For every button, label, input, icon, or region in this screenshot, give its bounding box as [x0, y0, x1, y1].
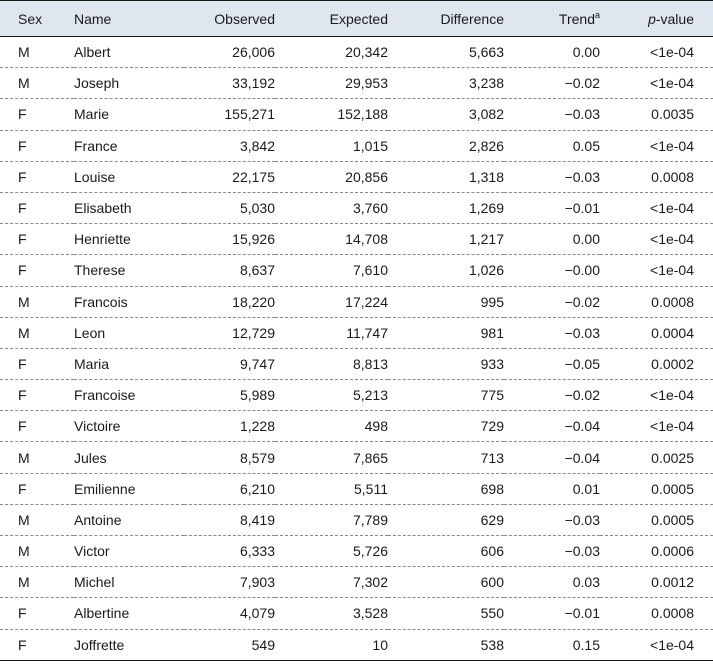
cell-trend: 0.03: [504, 567, 600, 598]
cell-sex: M: [0, 317, 74, 348]
cell-trend: 0.00: [504, 37, 600, 68]
cell-name: Antoine: [74, 504, 184, 535]
table-row: [0, 411, 713, 442]
header-row: [0, 1, 713, 37]
cell-expected: 7,610: [275, 255, 388, 286]
cell-name: Jules: [74, 442, 184, 473]
cell-name: Victor: [74, 536, 184, 567]
cell-observed: 8,419: [184, 504, 275, 535]
header-pvalue: [600, 1, 713, 37]
cell-difference: 629: [388, 504, 504, 535]
cell-sex: M: [0, 536, 74, 567]
cell-expected: 14,708: [275, 224, 388, 255]
cell-difference: 1,269: [388, 192, 504, 223]
table-row: [0, 68, 713, 99]
cell-observed: 6,210: [184, 473, 275, 504]
cell-difference: 933: [388, 348, 504, 379]
cell-sex: M: [0, 68, 74, 99]
cell-difference: 606: [388, 536, 504, 567]
cell-pvalue: 0.0005: [600, 473, 713, 504]
cell-pvalue: 0.0002: [600, 348, 713, 379]
cell-trend: 0.05: [504, 130, 600, 161]
table-row: [0, 442, 713, 473]
cell-pvalue: <1e-04: [600, 224, 713, 255]
cell-trend: −0.03: [504, 99, 600, 130]
cell-expected: 10: [275, 629, 388, 660]
cell-sex: F: [0, 224, 74, 255]
header-trend: [504, 1, 600, 37]
cell-observed: 5,030: [184, 192, 275, 223]
cell-pvalue: <1e-04: [600, 68, 713, 99]
cell-expected: 152,188: [275, 99, 388, 130]
cell-observed: 8,637: [184, 255, 275, 286]
cell-pvalue: <1e-04: [600, 255, 713, 286]
cell-observed: 12,729: [184, 317, 275, 348]
table-row: [0, 348, 713, 379]
cell-expected: 20,856: [275, 161, 388, 192]
cell-trend: −0.01: [504, 192, 600, 223]
cell-trend: −0.03: [504, 536, 600, 567]
cell-expected: 20,342: [275, 37, 388, 68]
header-pvalue-p: p: [648, 10, 656, 27]
cell-difference: 3,238: [388, 68, 504, 99]
header-pvalue-rest: -value: [655, 10, 694, 27]
cell-expected: 1,015: [275, 130, 388, 161]
cell-sex: M: [0, 442, 74, 473]
cell-expected: 5,511: [275, 473, 388, 504]
cell-observed: 5,989: [184, 380, 275, 411]
table-row: [0, 536, 713, 567]
cell-pvalue: 0.0012: [600, 567, 713, 598]
cell-expected: 11,747: [275, 317, 388, 348]
cell-trend: 0.01: [504, 473, 600, 504]
cell-sex: F: [0, 192, 74, 223]
cell-difference: 981: [388, 317, 504, 348]
cell-name: Francoise: [74, 380, 184, 411]
cell-expected: 8,813: [275, 348, 388, 379]
cell-sex: F: [0, 473, 74, 504]
header-expected: Expected: [329, 10, 388, 27]
header-trend-footnote: a: [594, 10, 600, 20]
cell-name: Elisabeth: [74, 192, 184, 223]
cell-expected: 17,224: [275, 286, 388, 317]
cell-difference: 2,826: [388, 130, 504, 161]
cell-pvalue: 0.0005: [600, 504, 713, 535]
cell-difference: 3,082: [388, 99, 504, 130]
cell-sex: F: [0, 348, 74, 379]
cell-sex: F: [0, 380, 74, 411]
table-row: [0, 473, 713, 504]
table-row: [0, 99, 713, 130]
cell-expected: 5,213: [275, 380, 388, 411]
cell-difference: 538: [388, 629, 504, 660]
cell-name: Joseph: [74, 68, 184, 99]
cell-observed: 4,079: [184, 598, 275, 629]
cell-pvalue: <1e-04: [600, 130, 713, 161]
cell-pvalue: 0.0004: [600, 317, 713, 348]
cell-trend: −0.00: [504, 255, 600, 286]
cell-pvalue: <1e-04: [600, 380, 713, 411]
cell-sex: F: [0, 255, 74, 286]
cell-expected: 498: [275, 411, 388, 442]
cell-trend: −0.04: [504, 411, 600, 442]
cell-name: Francois: [74, 286, 184, 317]
header-observed: Observed: [214, 10, 275, 27]
table-row: [0, 598, 713, 629]
cell-observed: 155,271: [184, 99, 275, 130]
cell-difference: 713: [388, 442, 504, 473]
cell-pvalue: <1e-04: [600, 411, 713, 442]
cell-name: Marie: [74, 99, 184, 130]
cell-name: Albert: [74, 37, 184, 68]
cell-observed: 18,220: [184, 286, 275, 317]
cell-sex: F: [0, 598, 74, 629]
cell-expected: 29,953: [275, 68, 388, 99]
cell-name: Leon: [74, 317, 184, 348]
table-row: [0, 224, 713, 255]
cell-difference: 698: [388, 473, 504, 504]
cell-difference: 1,026: [388, 255, 504, 286]
cell-pvalue: <1e-04: [600, 37, 713, 68]
cell-observed: 3,842: [184, 130, 275, 161]
cell-difference: 729: [388, 411, 504, 442]
cell-name: Victoire: [74, 411, 184, 442]
cell-difference: 550: [388, 598, 504, 629]
cell-difference: 1,217: [388, 224, 504, 255]
cell-sex: F: [0, 161, 74, 192]
cell-expected: 7,302: [275, 567, 388, 598]
cell-name: Albertine: [74, 598, 184, 629]
cell-name: Therese: [74, 255, 184, 286]
cell-sex: F: [0, 99, 74, 130]
cell-difference: 775: [388, 380, 504, 411]
cell-name: Joffrette: [74, 629, 184, 660]
cell-pvalue: <1e-04: [600, 629, 713, 660]
table-row: [0, 130, 713, 161]
cell-difference: 5,663: [388, 37, 504, 68]
table-header: [0, 1, 713, 37]
cell-observed: 6,333: [184, 536, 275, 567]
cell-expected: 5,726: [275, 536, 388, 567]
cell-observed: 33,192: [184, 68, 275, 99]
cell-pvalue: <1e-04: [600, 192, 713, 223]
cell-observed: 7,903: [184, 567, 275, 598]
table-row: [0, 380, 713, 411]
cell-observed: 26,006: [184, 37, 275, 68]
table-body: [0, 37, 713, 661]
cell-trend: −0.04: [504, 442, 600, 473]
cell-expected: 3,760: [275, 192, 388, 223]
cell-pvalue: 0.0025: [600, 442, 713, 473]
cell-difference: 1,318: [388, 161, 504, 192]
table-row: [0, 255, 713, 286]
cell-trend: 0.15: [504, 629, 600, 660]
cell-name: France: [74, 130, 184, 161]
cell-pvalue: 0.0008: [600, 598, 713, 629]
table-row: [0, 37, 713, 68]
cell-pvalue: 0.0008: [600, 286, 713, 317]
cell-sex: M: [0, 286, 74, 317]
cell-name: Louise: [74, 161, 184, 192]
table-row: [0, 192, 713, 223]
cell-sex: F: [0, 130, 74, 161]
cell-name: Maria: [74, 348, 184, 379]
cell-sex: M: [0, 37, 74, 68]
cell-sex: F: [0, 411, 74, 442]
header-name: Name: [74, 10, 112, 27]
cell-trend: −0.03: [504, 504, 600, 535]
table-row: [0, 504, 713, 535]
cell-trend: −0.03: [504, 161, 600, 192]
cell-trend: −0.02: [504, 286, 600, 317]
cell-expected: 3,528: [275, 598, 388, 629]
table-row: [0, 567, 713, 598]
cell-expected: 7,789: [275, 504, 388, 535]
cell-name: Emilienne: [74, 473, 184, 504]
table-row: [0, 161, 713, 192]
cell-pvalue: 0.0006: [600, 536, 713, 567]
cell-observed: 22,175: [184, 161, 275, 192]
cell-observed: 8,579: [184, 442, 275, 473]
cell-observed: 1,228: [184, 411, 275, 442]
cell-trend: −0.01: [504, 598, 600, 629]
cell-observed: 15,926: [184, 224, 275, 255]
cell-trend: −0.02: [504, 380, 600, 411]
cell-sex: M: [0, 567, 74, 598]
cell-observed: 9,747: [184, 348, 275, 379]
cell-trend: 0.00: [504, 224, 600, 255]
cell-trend: −0.03: [504, 317, 600, 348]
cell-observed: 549: [184, 629, 275, 660]
header-difference: Difference: [440, 10, 504, 27]
cell-trend: −0.05: [504, 348, 600, 379]
cell-expected: 7,865: [275, 442, 388, 473]
cell-trend: −0.02: [504, 68, 600, 99]
table-row: [0, 629, 713, 660]
cell-pvalue: 0.0008: [600, 161, 713, 192]
cell-sex: F: [0, 629, 74, 660]
cell-pvalue: 0.0035: [600, 99, 713, 130]
cell-difference: 600: [388, 567, 504, 598]
table-row: [0, 317, 713, 348]
cell-name: Henriette: [74, 224, 184, 255]
table-row: [0, 286, 713, 317]
cell-sex: M: [0, 504, 74, 535]
header-sex: Sex: [18, 10, 43, 27]
cell-difference: 995: [388, 286, 504, 317]
cell-name: Michel: [74, 567, 184, 598]
header-trend-label: Trend: [558, 11, 595, 27]
